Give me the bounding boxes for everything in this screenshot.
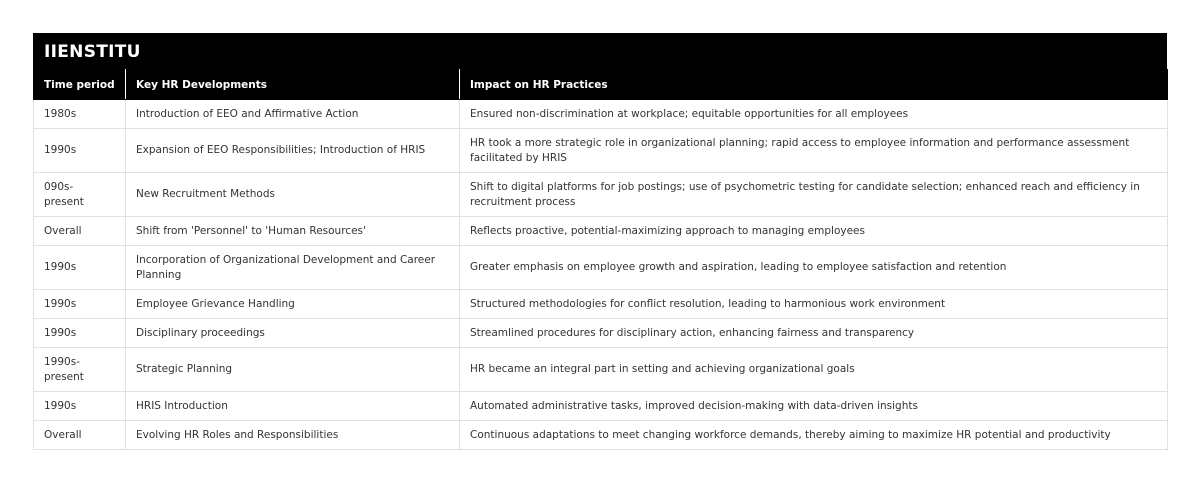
header-row [34, 70, 1168, 100]
cell-development: HRIS Introduction [126, 392, 460, 421]
cell-development: Introduction of EEO and Affirmative Action [126, 100, 460, 129]
cell-impact: Greater emphasis on employee growth and aspiration, leading to employee satisfaction and retention [460, 246, 1168, 290]
cell-impact: Ensured non-discrimination at workplace; equitable opportunities for all employees [460, 100, 1168, 129]
cell-time-period: 1990s [34, 246, 126, 290]
hr-developments-table [33, 69, 1168, 450]
cell-development: Expansion of EEO Responsibilities; Introduction of HRIS [126, 129, 460, 173]
cell-time-period: 1990s- present [34, 348, 126, 392]
cell-development: Employee Grievance Handling [126, 290, 460, 319]
cell-time-period: 1990s [34, 319, 126, 348]
cell-development: Evolving HR Roles and Responsibilities [126, 421, 460, 450]
table-row [34, 392, 1168, 421]
table-body [34, 100, 1168, 450]
cell-time-period: 1980s [34, 100, 126, 129]
cell-development: Incorporation of Organizational Development and Career Planning [126, 246, 460, 290]
table-row [34, 319, 1168, 348]
cell-time-period: 090s- present [34, 173, 126, 217]
table-header [34, 70, 1168, 100]
table-row [34, 290, 1168, 319]
table-row [34, 129, 1168, 173]
cell-development: Disciplinary proceedings [126, 319, 460, 348]
cell-impact: Streamlined procedures for disciplinary action, enhancing fairness and transparency [460, 319, 1168, 348]
brand-banner: IIENSTITU [33, 33, 1167, 69]
cell-time-period: Overall [34, 217, 126, 246]
column-header-key-hr-developments: Key HR Developments [126, 70, 460, 100]
column-header-time-period: Time period [34, 70, 126, 100]
cell-time-period: 1990s [34, 392, 126, 421]
table-row [34, 421, 1168, 450]
cell-development: New Recruitment Methods [126, 173, 460, 217]
hr-developments-table-container [33, 33, 1167, 450]
cell-impact: Shift to digital platforms for job postings; use of psychometric testing for candidate selection; enhanced reach and efficiency in recruitment process [460, 173, 1168, 217]
column-header-impact: Impact on HR Practices [460, 70, 1168, 100]
cell-impact: HR took a more strategic role in organizational planning; rapid access to employee information and performance assessment facilitated by HRIS [460, 129, 1168, 173]
cell-development: Strategic Planning [126, 348, 460, 392]
cell-time-period: 1990s [34, 129, 126, 173]
table-row [34, 246, 1168, 290]
cell-impact: HR became an integral part in setting and achieving organizational goals [460, 348, 1168, 392]
cell-time-period: Overall [34, 421, 126, 450]
cell-impact: Continuous adaptations to meet changing workforce demands, thereby aiming to maximize HR potential and productivity [460, 421, 1168, 450]
table-row [34, 173, 1168, 217]
table-row [34, 100, 1168, 129]
table-row [34, 217, 1168, 246]
cell-time-period: 1990s [34, 290, 126, 319]
cell-impact: Automated administrative tasks, improved decision-making with data-driven insights [460, 392, 1168, 421]
cell-impact: Reflects proactive, potential-maximizing approach to managing employees [460, 217, 1168, 246]
cell-development: Shift from 'Personnel' to 'Human Resources' [126, 217, 460, 246]
table-row [34, 348, 1168, 392]
cell-impact: Structured methodologies for conflict resolution, leading to harmonious work environment [460, 290, 1168, 319]
